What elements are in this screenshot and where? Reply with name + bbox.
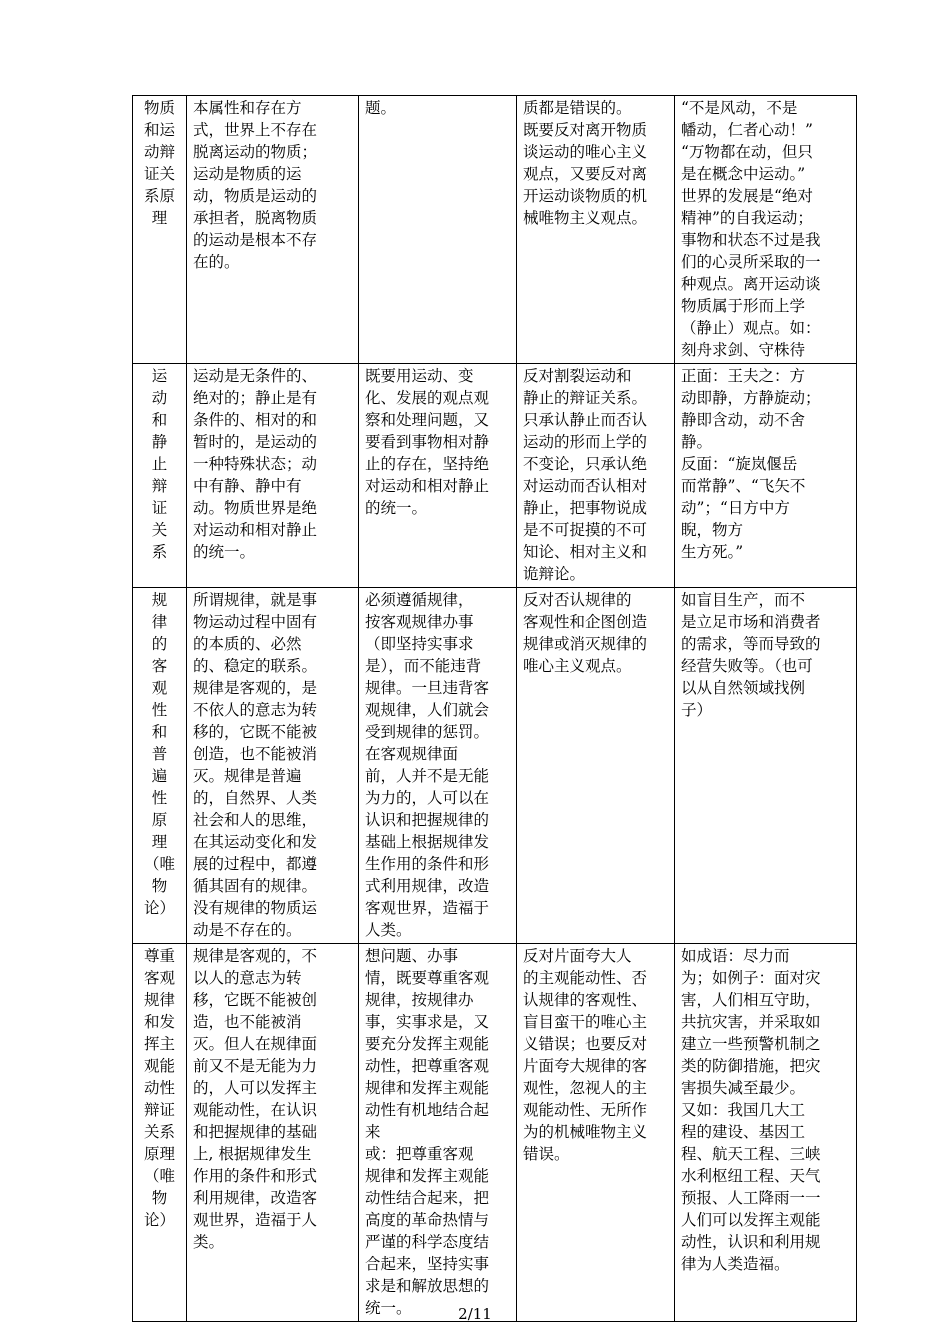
requirement-cell: 既要用运动、变 化、发展的观点观 察和处理问题，又 要看到事物相对静 止的存在，坚持绝 对运动和相对静止 的统一。 — [359, 364, 517, 588]
requirement-cell: 题。 — [359, 96, 517, 364]
page-number: 2/11 — [458, 1305, 492, 1323]
principle-cell: 物质 和运 动辩 证关 系原 理 — [133, 96, 187, 364]
content-cell: 本属性和存在方 式，世界上不存在 脱离运动的物质； 运动是物质的运 动，物质是运动的 承担者，脱离物质 的运动是根本不存 在的。 — [187, 96, 359, 364]
table-row — [133, 364, 857, 588]
example-cell: “不是风动，不是 幡动，仁者心动！” “万物都在动，但只 是在概念中运动。” 世界的发展是“绝对 精神”的自我运动； 事物和状态不过是我 们的心灵所采取的一 种观点。离开运动谈 物质属于形而上学 （静止）观点。如： 刻舟求剑、守株待 — [675, 96, 857, 364]
table-row — [133, 588, 857, 944]
content-cell: 规律是客观的，不 以人的意志为转 移，它既不能被创 造，也不能被消 灭。但人在规律面 前又不是无能为力 的，人可以发挥主 观能动性，在认识 和把握规律的基础 上, 根据规律发生 作用的条件和形式 利用规律，改造客 观世界，造福于人 类。 — [187, 944, 359, 1322]
table-row — [133, 96, 857, 364]
opposition-cell: 反对片面夸大人 的主观能动性、否 认规律的客观性、 盲目蛮干的唯心主 义错误；也要反对 片面夸大规律的客 观性，忽视人的主 观能动性、无所作 为的机械唯物主义 错误。 — [517, 944, 675, 1322]
example-cell: 如成语：尽力而 为；如例子：面对灾 害，人们相互守助， 共抗灾害，并采取如 建立一些预警机制之 类的防御措施，把灾 害损失减至最少。 又如：我国几大工 程的建设、基因工 程、航天工程、三峡 水利枢纽工程、天气 预报、人工降雨一一 人们可以发挥主观能 动性，认识和利用规 律为人类造福。 — [675, 944, 857, 1322]
content-cell: 所谓规律，就是事 物运动过程中固有 的本质的、必然 的、稳定的联系。 规律是客观的，是 不依人的意志为转 移的，它既不能被 创造，也不能被消 灭。规律是普遍 的，自然界、人类 社会和人的思维， 在其运动变化和发 展的过程中，都遵 循其固有的规律。 没有规律的物质运 动是不存在的。 — [187, 588, 359, 944]
opposition-cell: 反对否认规律的 客观性和企图创造 规律或消灭规律的 唯心主义观点。 — [517, 588, 675, 944]
philosophy-principles-table — [132, 95, 857, 1322]
requirement-cell: 必须遵循规律， 按客观规律办事 （即坚持实事求 是），而不能违背 规律。一旦违背客 观规律，人们就会 受到规律的惩罚。 在客观规律面 前，人并不是无能 为力的，人可以在 认识和把握规律的 基础上根据规律发 生作用的条件和形 式利用规律，改造 客观世界，造福于 人类。 — [359, 588, 517, 944]
requirement-cell: 想问题、办事 情，既要尊重客观 规律，按规律办 事，实事求是，又 要充分发挥主观能 动性，把尊重客观 规律和发挥主观能 动性有机地结合起 来 或：把尊重客观 规律和发挥主观能 动性结合起来，把 高度的革命热情与 严谨的科学态度结 合起来，坚持实事 求是和解放思想的 统一。 — [359, 944, 517, 1322]
principle-cell: 运 动 和 静 止 辩 证 关 系 — [133, 364, 187, 588]
table-row — [133, 944, 857, 1322]
opposition-cell: 反对割裂运动和 静止的辩证关系。 只承认静止而否认 运动的形而上学的 不变论，只承认绝 对运动而否认相对 静止，把事物说成 是不可捉摸的不可 知论、相对主义和 诡辩论。 — [517, 364, 675, 588]
opposition-cell: 质都是错误的。 既要反对离开物质 谈运动的唯心主义 观点，又要反对离 开运动谈物质的机 械唯物主义观点。 — [517, 96, 675, 364]
principle-cell: 尊重 客观 规律 和发 挥主 观能 动性 辩证 关系 原理 （唯 物 论） — [133, 944, 187, 1322]
content-cell: 运动是无条件的、 绝对的；静止是有 条件的、相对的和 暂时的，是运动的 一种特殊状态；动 中有静、静中有 动。物质世界是绝 对运动和相对静止 的统一。 — [187, 364, 359, 588]
principle-cell: 规 律 的 客 观 性 和 普 遍 性 原 理 （唯 物 论） — [133, 588, 187, 944]
example-cell: 如盲目生产，而不 是立足市场和消费者 的需求，等而导致的 经营失败等。（也可 以从自然领域找例 子） — [675, 588, 857, 944]
example-cell: 正面：王夫之：方 动即静，方静旋动； 静即含动，动不舍 静。 反面：“旋岚偃岳 而常静”、“飞矢不 动”；“日方中方 睨，物方 生方死。” — [675, 364, 857, 588]
